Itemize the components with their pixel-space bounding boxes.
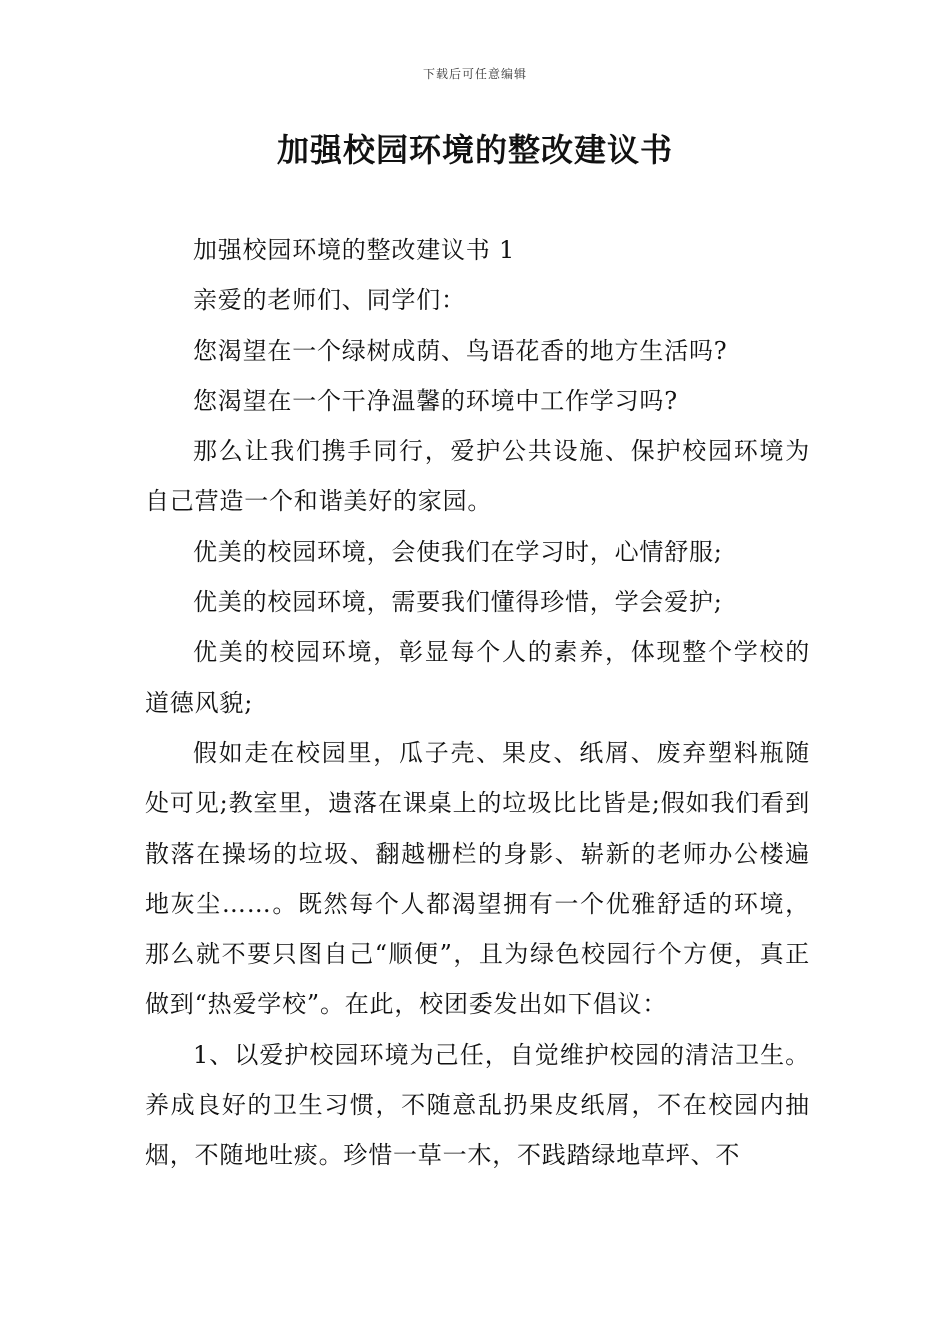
paragraph-subtitle: 加强校园环境的整改建议书 1 xyxy=(193,236,516,264)
paragraph: 优美的校园环境，彰显每个人的素养，体现整个学校的道德风貌; xyxy=(145,638,810,717)
header-note: 下载后可任意编辑 xyxy=(422,67,527,81)
paragraph: 您渴望在一个绿树成荫、鸟语花香的地方生活吗? xyxy=(193,336,728,365)
paragraph: 您渴望在一个干净温馨的环境中工作学习吗? xyxy=(193,386,678,415)
paragraph: 那么让我们携手同行，爱护公共设施、保护校园环境为自己营造一个和谐美好的家园。 xyxy=(145,437,810,516)
paragraph: 优美的校园环境，需要我们懂得珍惜，学会爱护; xyxy=(193,588,723,617)
paragraph-salutation: 亲爱的老师们、同学们： xyxy=(193,286,466,315)
document-title: 加强校园环境的整改建议书 xyxy=(276,131,673,169)
paragraph: 1、以爱护校园环境为己任，自觉维护校园的清洁卫生。养成良好的卫生习惯，不随意乱扔果皮纸屑，不在校园内抽烟，不随地吐痰。珍惜一草一木，不践踏绿地草坪、不 xyxy=(145,1040,810,1170)
paragraph: 优美的校园环境，会使我们在学习时，心情舒服; xyxy=(193,537,723,566)
paragraph: 假如走在校园里，瓜子壳、果皮、纸屑、废弃塑料瓶随处可见;教室里，遗落在课桌上的垃圾比比皆是;假如我们看到散落在操场的垃圾、翻越栅栏的身影、崭新的老师办公楼遍地灰尘……。既然每个人都渴望拥有一个优雅舒适的环境，那么就不要只图自己“顺便”，且为绿色校园行个方便，真正做到“热爱学校”。在此，校团委发出如下倡议： xyxy=(145,738,810,1019)
document-body xyxy=(145,225,810,1181)
